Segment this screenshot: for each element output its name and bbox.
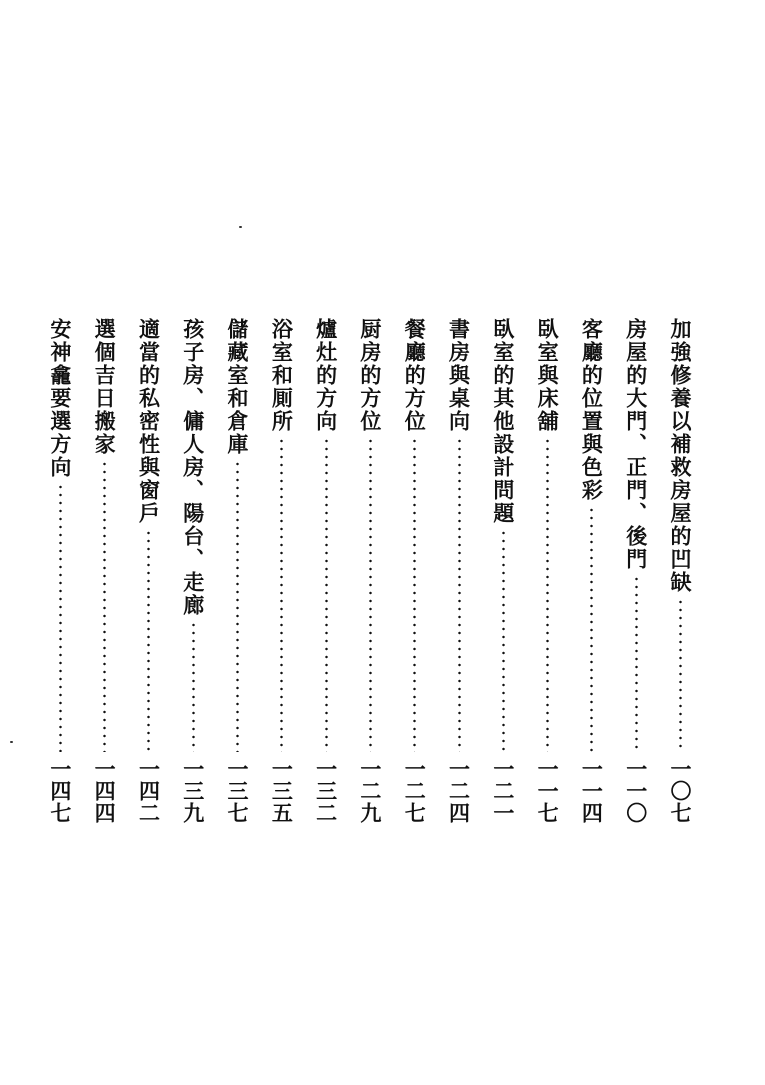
- toc-entry-page: 一四二: [136, 758, 162, 824]
- toc-entry-page: 一一四: [579, 758, 605, 824]
- toc-entry: [492, 318, 515, 824]
- toc-entry-title: 臥室與床舖: [535, 318, 561, 433]
- toc-entry: [536, 318, 559, 824]
- toc-entry-page: 一二四: [446, 758, 472, 824]
- toc-entry-title: 房屋的大門、正門、後門: [623, 318, 649, 571]
- toc-entry-title: 安神龕要選方向: [47, 318, 73, 479]
- toc-entry: [49, 318, 72, 824]
- toc-entry: [315, 318, 338, 824]
- toc-entry-page: 一三五: [269, 758, 295, 824]
- toc-entry-title: 加強修養以補救房屋的凹缺: [668, 318, 693, 594]
- toc-dot-leader: [59, 483, 62, 752]
- toc-entry: [448, 318, 471, 824]
- toc-entry-title: 儲藏室和倉庫: [225, 318, 251, 456]
- toc-entry-title: 選個吉日搬家: [92, 318, 118, 456]
- table-of-contents: [49, 318, 692, 824]
- toc-dot-leader: [679, 598, 682, 752]
- toc-dot-leader: [369, 437, 372, 752]
- toc-entry-title: 書房與桌向: [446, 318, 472, 433]
- toc-entry: [669, 318, 692, 824]
- toc-entry-page: 一三二: [313, 758, 339, 824]
- toc-dot-leader: [413, 437, 416, 752]
- toc-entry-page: 一三七: [225, 758, 251, 824]
- toc-entry-page: 一四七: [47, 758, 73, 824]
- toc-dot-leader: [280, 437, 283, 752]
- toc-dot-leader: [546, 437, 549, 752]
- toc-entry-title: 餐廳的方位: [402, 318, 428, 433]
- toc-entry-title: 孩子房、傭人房、陽台、走廊: [180, 318, 206, 617]
- toc-entry: [182, 318, 205, 824]
- toc-entry-page: 一三九: [180, 758, 206, 824]
- toc-entry-title: 厨房的方位: [357, 318, 383, 433]
- ink-speck: [239, 226, 242, 228]
- toc-entry: [625, 318, 648, 824]
- toc-dot-leader: [458, 437, 461, 752]
- toc-entry-page: 一一〇: [623, 758, 649, 824]
- toc-entry: [226, 318, 249, 824]
- toc-entry-page: 一四四: [92, 758, 118, 824]
- toc-entry: [580, 318, 603, 824]
- ink-speck: [10, 741, 13, 743]
- toc-entry-page: 一〇七: [668, 758, 693, 824]
- toc-dot-leader: [325, 437, 328, 752]
- toc-entry-page: 一二九: [357, 758, 383, 824]
- toc-entry: [359, 318, 382, 824]
- toc-dot-leader: [103, 460, 106, 752]
- toc-entry-title: 適當的私密性與窗戶: [136, 318, 162, 525]
- toc-dot-leader: [635, 575, 638, 752]
- toc-dot-leader: [236, 460, 239, 752]
- toc-dot-leader: [590, 506, 593, 752]
- toc-entry-page: 一二七: [402, 758, 428, 824]
- toc-entry-title: 客廳的位置與色彩: [579, 318, 605, 502]
- toc-entry: [403, 318, 426, 824]
- toc-entry-page: 一一七: [535, 758, 561, 824]
- toc-entry: [93, 318, 116, 824]
- toc-entry-title: 浴室和厠所: [269, 318, 295, 433]
- toc-entry-title: 臥室的其他設計問題: [490, 318, 516, 525]
- toc-dot-leader: [192, 621, 195, 752]
- toc-dot-leader: [147, 529, 150, 752]
- toc-entry: [270, 318, 293, 824]
- toc-entry: [137, 318, 160, 824]
- toc-entry-page: 一二一: [490, 758, 516, 824]
- toc-dot-leader: [502, 529, 505, 752]
- toc-entry-title: 爐灶的方向: [313, 318, 339, 433]
